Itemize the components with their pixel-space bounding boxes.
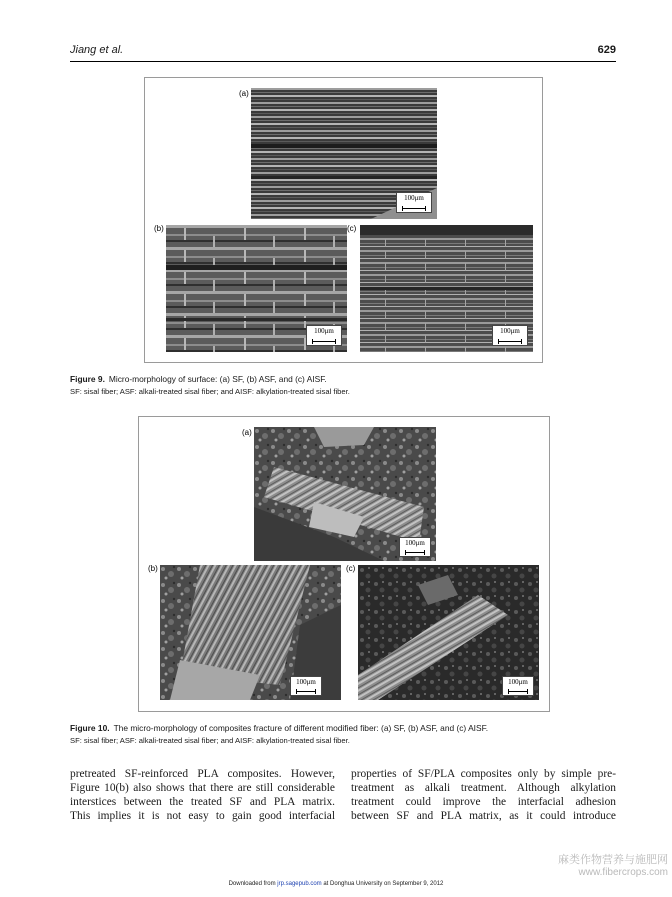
download-footer [0,881,672,887]
figure-9-panel-b [166,225,347,352]
body-line: pretreated SF-reinforced PLA composites. However, [70,768,335,780]
figure-10-panel-c [358,565,539,700]
body-line: between SF and PLA matrix, as it could introduce [351,810,616,822]
figure-10-label-b: (b) [148,564,158,573]
scale-label: 100μm [404,194,424,202]
figure-10-panel-b-scale-bar [290,676,322,696]
scale-label: 100μm [405,539,425,547]
figure-9-panel-c [360,225,533,352]
figure-9-caption-note: SF: sisal fiber; ASF: alkali-treated sisal fiber; and AISF: alkylation-treated sisal fiber. [70,387,350,396]
scale-bar-line [508,691,528,692]
figure-9-label-b: (b) [154,224,164,233]
figure-10-caption-text: The micro-morphology of composites fracture of different modified fiber: (a) SF, (b) ASF, and (c) AISF. [113,723,489,733]
running-head-author: Jiang et al. [70,44,124,56]
body-line: Figure 10(b) also shows that there are still considerable [70,782,335,794]
figure-10-frame [138,416,550,712]
figure-9-frame [144,77,543,363]
scale-bar-line [312,341,336,342]
footer-prefix: Downloaded from [228,881,278,887]
body-column-right [351,767,616,823]
watermark-line-1: 麻类作物营养与施肥网 [558,854,668,866]
figure-10-caption [70,723,488,734]
figure-9-caption [70,374,327,385]
scale-label: 100μm [296,678,316,686]
body-column-left [70,767,335,823]
scale-label: 100μm [314,327,334,335]
watermark [528,854,668,879]
figure-9-panel-b-scale-bar [306,325,342,346]
figure-10-label-a: (a) [242,428,252,437]
page-number: 629 [597,44,616,56]
figure-9-panel-c-scale-bar [492,325,528,346]
scale-bar-line [498,341,522,342]
figure-10-panel-a [254,427,436,561]
scale-bar-line [402,208,426,209]
figure-9-label-a: (a) [239,89,249,98]
body-line: This implies it is not easy to gain good interfacial [70,810,335,822]
header-rule [70,61,616,62]
scale-bar-line [296,691,316,692]
figure-10-panel-b [160,565,341,700]
scale-label: 100μm [500,327,520,335]
footer-suffix: at Donghua University on September 9, 2012 [321,881,444,887]
figure-10-caption-label: Figure 10. [70,723,110,733]
body-line: properties of SF/PLA composites only by simple pre- [351,768,616,780]
figure-10-label-c: (c) [346,564,356,573]
body-line: treatment as alkali treatment. Although alkylation [351,782,616,794]
scale-label: 100μm [508,678,528,686]
figure-9-caption-label: Figure 9. [70,374,105,384]
watermark-line-2: www.fibercrops.com [578,867,668,878]
figure-9-panel-a [251,88,437,219]
figure-10-panel-c-scale-bar [502,676,534,696]
footer-link[interactable]: jrp.sagepub.com [277,881,322,887]
body-line: interstices between the treated SF and PLA matrix. [70,796,335,808]
scale-bar-line [405,552,425,553]
body-line: treatment could improve the interfacial adhesion [351,796,616,808]
figure-9-caption-text: Micro-morphology of surface: (a) SF, (b) ASF, and (c) AISF. [108,374,327,384]
figure-10-panel-a-scale-bar [399,537,431,557]
figure-9-panel-a-scale-bar [396,192,432,213]
figure-10-caption-note: SF: sisal fiber; ASF: alkali-treated sisal fiber; and AISF: alkylation-treated sisal fiber. [70,736,350,745]
figure-9-label-c: (c) [347,224,357,233]
running-head [70,44,616,60]
